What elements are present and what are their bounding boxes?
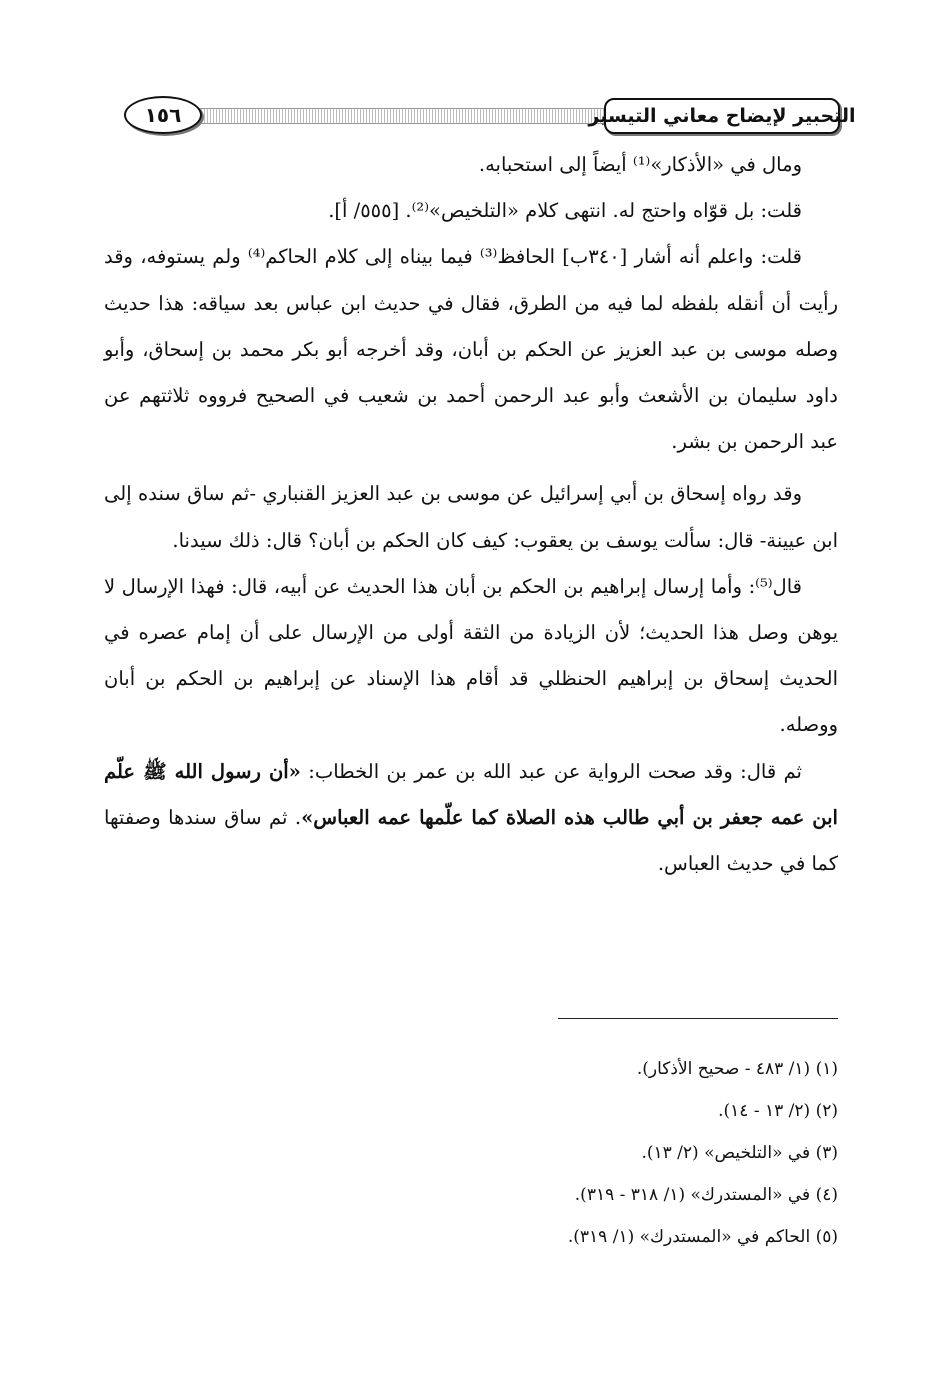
footnote-2: (٢) (٢/ ١٣ - ١٤). — [718, 1101, 838, 1121]
footnote-4: (٤) في «المستدرك» (١/ ٣١٨ - ٣١٩). — [574, 1185, 838, 1205]
footnote-5: (٥) الحاكم في «المستدرك» (١/ ٣١٩). — [567, 1227, 838, 1247]
paragraph-6-lead: ثم قال: وقد صحت الرواية عن عبد الله بن عمر بن الخطاب: — [300, 759, 802, 783]
footnotes-list — [104, 1048, 838, 1258]
paragraph-4: وقد رواه إسحاق بن أبي إسرائيل عن موسى بن عبد العزيز القنباري -ثم ساق سنده إلى ابن عيينة- قال: سألت يوسف بن يعقوب: كيف كان الحكم بن أبان؟ قال: ذلك سيدنا. — [104, 482, 838, 552]
running-header — [104, 96, 856, 136]
footnote-3: (٣) في «التلخيص» (٢/ ١٣). — [641, 1143, 838, 1163]
footnote-separator — [558, 1018, 838, 1019]
page-number: ١٥٦ — [124, 96, 202, 134]
paragraph-1: ومال في «الأذكار»⁽¹⁾ أيضاً إلى استحبابه. — [478, 153, 802, 176]
paragraph-2: قلت: بل قوّاه واحتج له. انتهى كلام «التلخيص»⁽²⁾. [٥٥٥/ أ]. — [328, 199, 802, 223]
hadith-quote: «أن رسول الله ﷺ علّم ابن عمه جعفر بن أبي طالب هذه الصلاة كما علّمها عمه العباس» — [104, 759, 838, 829]
paragraph-3: قلت: واعلم أنه أشار [٣٤٠ب] الحافظ⁽³⁾ فيما بيناه إلى كلام الحاكم⁽⁴⁾ ولم يستوفه، وقد رأيت أن أنقله بلفظه لما فيه من الطرق، فقال في حديث ابن عباس بعد سياقه: هذا حديث وصله موسى بن عبد العزيز عن الحكم بن أبان، وقد أخرجه أبو بكر محمد بن إسحاق، وأبو داود سليمان بن الأشعث وأبو عبد الرحمن أحمد بن شعيب في الصحيح فرووه ثلاثتهم عن عبد الرحمن بن بشر. — [104, 245, 838, 454]
main-text — [104, 142, 838, 887]
book-title: التحبير لإيضاح معاني التيسير — [604, 98, 840, 134]
paragraph-6 — [104, 749, 838, 888]
footnote-1: (١) (١/ ٤٨٣ - صحيح الأذكار). — [636, 1059, 838, 1079]
paragraph-6-tail: . ثم ساق سندها وصفتها كما في حديث العباس. — [104, 805, 838, 876]
paragraph-5: قال⁽⁵⁾: وأما إرسال إبراهيم بن الحكم بن أبان هذا الحديث عن أبيه، قال: فهذا الإرسال لا يوهن وصل هذا الحديث؛ لأن الزيادة من الثقة أولى من الإرسال على أن إمام عصره في الحديث إسحاق بن إبراهيم الحنظلي قد أقام هذا الإسناد عن إبراهيم بن الحكم بن أبان ووصله. — [104, 574, 838, 737]
